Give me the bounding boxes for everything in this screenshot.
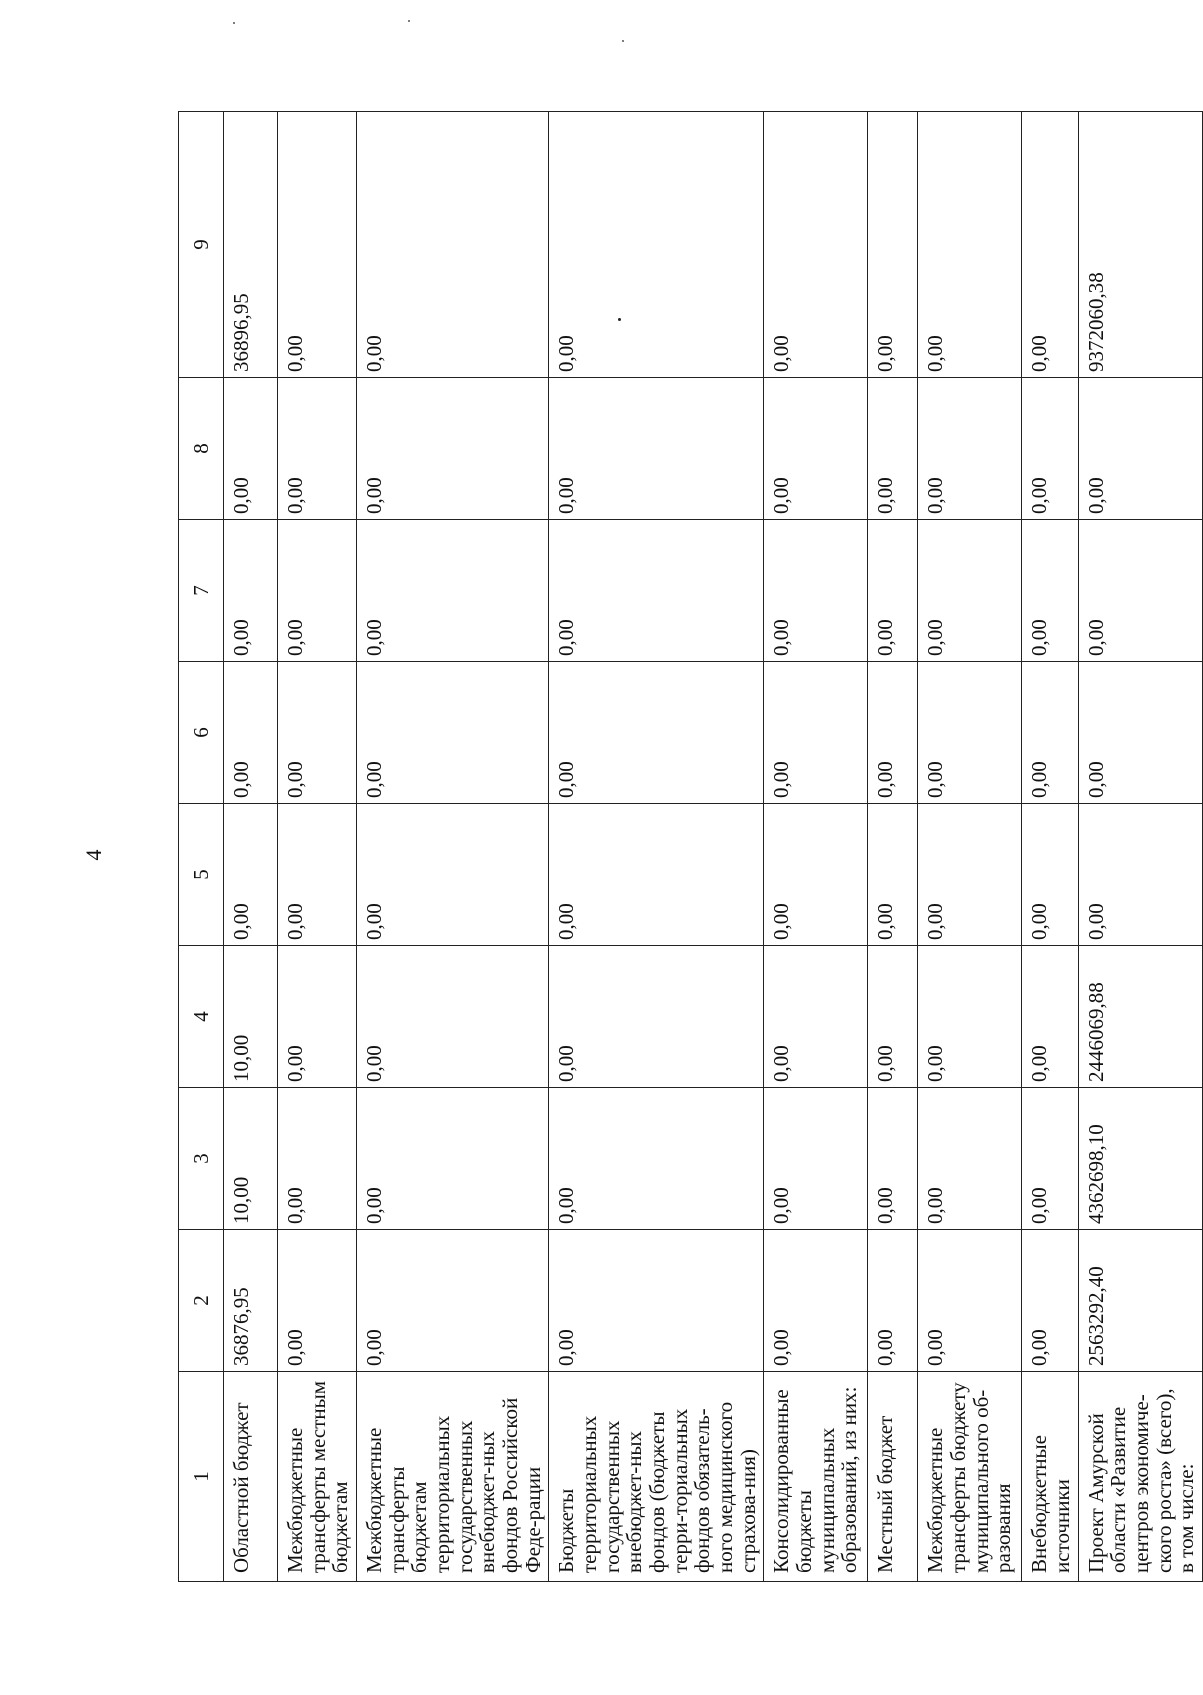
row-label: Межбюджетные трансферты местным бюджетам bbox=[278, 1372, 357, 1582]
table-row bbox=[868, 112, 918, 1582]
table-cell: 0,00 bbox=[918, 946, 1022, 1088]
column-header: 8 bbox=[179, 378, 224, 520]
row-label: Межбюджетные трансферты бюджетам территориальных государственных внебюджет-ных фондов Российской Феде-рации bbox=[357, 1372, 549, 1582]
table-cell: 10,00 bbox=[224, 1088, 278, 1230]
table-cell: 0,00 bbox=[549, 520, 764, 662]
table-cell: 0,00 bbox=[1022, 520, 1078, 662]
table-cell: 0,00 bbox=[357, 520, 549, 662]
table-cell: 0,00 bbox=[868, 112, 918, 378]
column-header: 9 bbox=[179, 112, 224, 378]
table-cell: 0,00 bbox=[224, 520, 278, 662]
table-cell: 0,00 bbox=[278, 946, 357, 1088]
table-cell: 0,00 bbox=[1022, 1088, 1078, 1230]
table-cell: 0,00 bbox=[1078, 520, 1202, 662]
table-cell: 0,00 bbox=[278, 378, 357, 520]
table-cell: 0,00 bbox=[868, 804, 918, 946]
table-cell: 0,00 bbox=[1022, 804, 1078, 946]
table-cell: 0,00 bbox=[357, 804, 549, 946]
table-cell: 0,00 bbox=[549, 112, 764, 378]
table-cell: 0,00 bbox=[549, 1088, 764, 1230]
row-label: Бюджеты территориальных государственных внебюджет-ных фондов (бюджеты терри-ториальных фондов обязатель-ного медицинского страхова-ния) bbox=[549, 1372, 764, 1582]
table-row bbox=[549, 112, 764, 1582]
table-row bbox=[357, 112, 549, 1582]
table-cell: 2563292,40 bbox=[1078, 1230, 1202, 1372]
column-header: 7 bbox=[179, 520, 224, 662]
table-cell: 0,00 bbox=[1078, 662, 1202, 804]
table-cell: 0,00 bbox=[357, 378, 549, 520]
table-cell: 36896,95 bbox=[224, 112, 278, 378]
table-cell: 0,00 bbox=[357, 946, 549, 1088]
table-cell: 0,00 bbox=[1022, 378, 1078, 520]
column-header: 2 bbox=[179, 1230, 224, 1372]
table-cell: 0,00 bbox=[764, 946, 868, 1088]
table-cell: 0,00 bbox=[549, 662, 764, 804]
table-cell: 0,00 bbox=[278, 662, 357, 804]
table-cell: 0,00 bbox=[357, 1230, 549, 1372]
table-cell: 0,00 bbox=[1022, 946, 1078, 1088]
table-cell: 0,00 bbox=[764, 112, 868, 378]
header-row bbox=[179, 112, 224, 1582]
table-cell: 0,00 bbox=[278, 1230, 357, 1372]
table-row bbox=[918, 112, 1022, 1582]
table-cell: 0,00 bbox=[278, 804, 357, 946]
table-cell: 0,00 bbox=[357, 662, 549, 804]
scan-speck bbox=[233, 22, 235, 24]
table-row bbox=[1022, 112, 1078, 1582]
table-row bbox=[1078, 112, 1202, 1582]
row-label: Межбюджетные трансферты бюджету муниципального об-разования bbox=[918, 1372, 1022, 1582]
table-cell: 0,00 bbox=[918, 1230, 1022, 1372]
table-cell: 0,00 bbox=[868, 520, 918, 662]
table-cell: 0,00 bbox=[868, 378, 918, 520]
table-cell: 0,00 bbox=[918, 662, 1022, 804]
column-header: 3 bbox=[179, 1088, 224, 1230]
table-cell: 0,00 bbox=[224, 662, 278, 804]
table-cell: 10,00 bbox=[224, 946, 278, 1088]
table-cell: 0,00 bbox=[357, 1088, 549, 1230]
table-cell: 0,00 bbox=[764, 1230, 868, 1372]
table-cell: 0,00 bbox=[764, 378, 868, 520]
scan-dot bbox=[618, 318, 621, 321]
table-cell: 0,00 bbox=[549, 946, 764, 1088]
table-cell: 0,00 bbox=[764, 1088, 868, 1230]
table-cell: 0,00 bbox=[868, 1230, 918, 1372]
table-cell: 0,00 bbox=[278, 1088, 357, 1230]
scan-speck bbox=[622, 40, 624, 42]
table-cell: 0,00 bbox=[224, 804, 278, 946]
table-cell: 0,00 bbox=[918, 378, 1022, 520]
table-cell: 0,00 bbox=[357, 112, 549, 378]
table-cell: 0,00 bbox=[549, 378, 764, 520]
table-cell: 0,00 bbox=[764, 804, 868, 946]
row-label: Проект Амурской области «Развитие центров экономиче-ского роста» (всего), в том числе: bbox=[1078, 1372, 1202, 1582]
column-header: 4 bbox=[179, 946, 224, 1088]
column-header: 1 bbox=[179, 1372, 224, 1582]
budget-table-frame bbox=[178, 112, 1199, 1582]
table-cell: 4362698,10 bbox=[1078, 1088, 1202, 1230]
table-row bbox=[278, 112, 357, 1582]
table-cell: 0,00 bbox=[868, 662, 918, 804]
table-cell: 0,00 bbox=[549, 804, 764, 946]
table-cell: 0,00 bbox=[224, 378, 278, 520]
table-cell: 0,00 bbox=[1022, 112, 1078, 378]
table-cell: 0,00 bbox=[918, 1088, 1022, 1230]
table-cell: 0,00 bbox=[918, 804, 1022, 946]
row-label: Консолидированные бюджеты муниципальных образований, из них: bbox=[764, 1372, 868, 1582]
table-cell: 0,00 bbox=[1078, 378, 1202, 520]
table-cell: 0,00 bbox=[278, 520, 357, 662]
table-cell: 36876,95 bbox=[224, 1230, 278, 1372]
table-cell: 0,00 bbox=[1078, 804, 1202, 946]
page-number: 4 bbox=[81, 849, 106, 861]
column-header: 5 bbox=[179, 804, 224, 946]
table-cell: 0,00 bbox=[1022, 1230, 1078, 1372]
table-cell: 0,00 bbox=[918, 520, 1022, 662]
table-cell: 0,00 bbox=[868, 946, 918, 1088]
table-cell: 0,00 bbox=[764, 662, 868, 804]
scan-speck bbox=[408, 20, 410, 22]
table-row bbox=[764, 112, 868, 1582]
budget-table bbox=[178, 111, 1203, 1582]
table-cell: 0,00 bbox=[918, 112, 1022, 378]
table-cell: 0,00 bbox=[278, 112, 357, 378]
row-label: Областной бюджет bbox=[224, 1372, 278, 1582]
table-cell: 0,00 bbox=[868, 1088, 918, 1230]
row-label: Местный бюджет bbox=[868, 1372, 918, 1582]
table-cell: 9372060,38 bbox=[1078, 112, 1202, 378]
row-label: Внебюджетные источники bbox=[1022, 1372, 1078, 1582]
column-header: 6 bbox=[179, 662, 224, 804]
table-cell: 0,00 bbox=[764, 520, 868, 662]
table-cell: 0,00 bbox=[549, 1230, 764, 1372]
table-cell: 2446069,88 bbox=[1078, 946, 1202, 1088]
table-row bbox=[224, 112, 278, 1582]
table-cell: 0,00 bbox=[1022, 662, 1078, 804]
